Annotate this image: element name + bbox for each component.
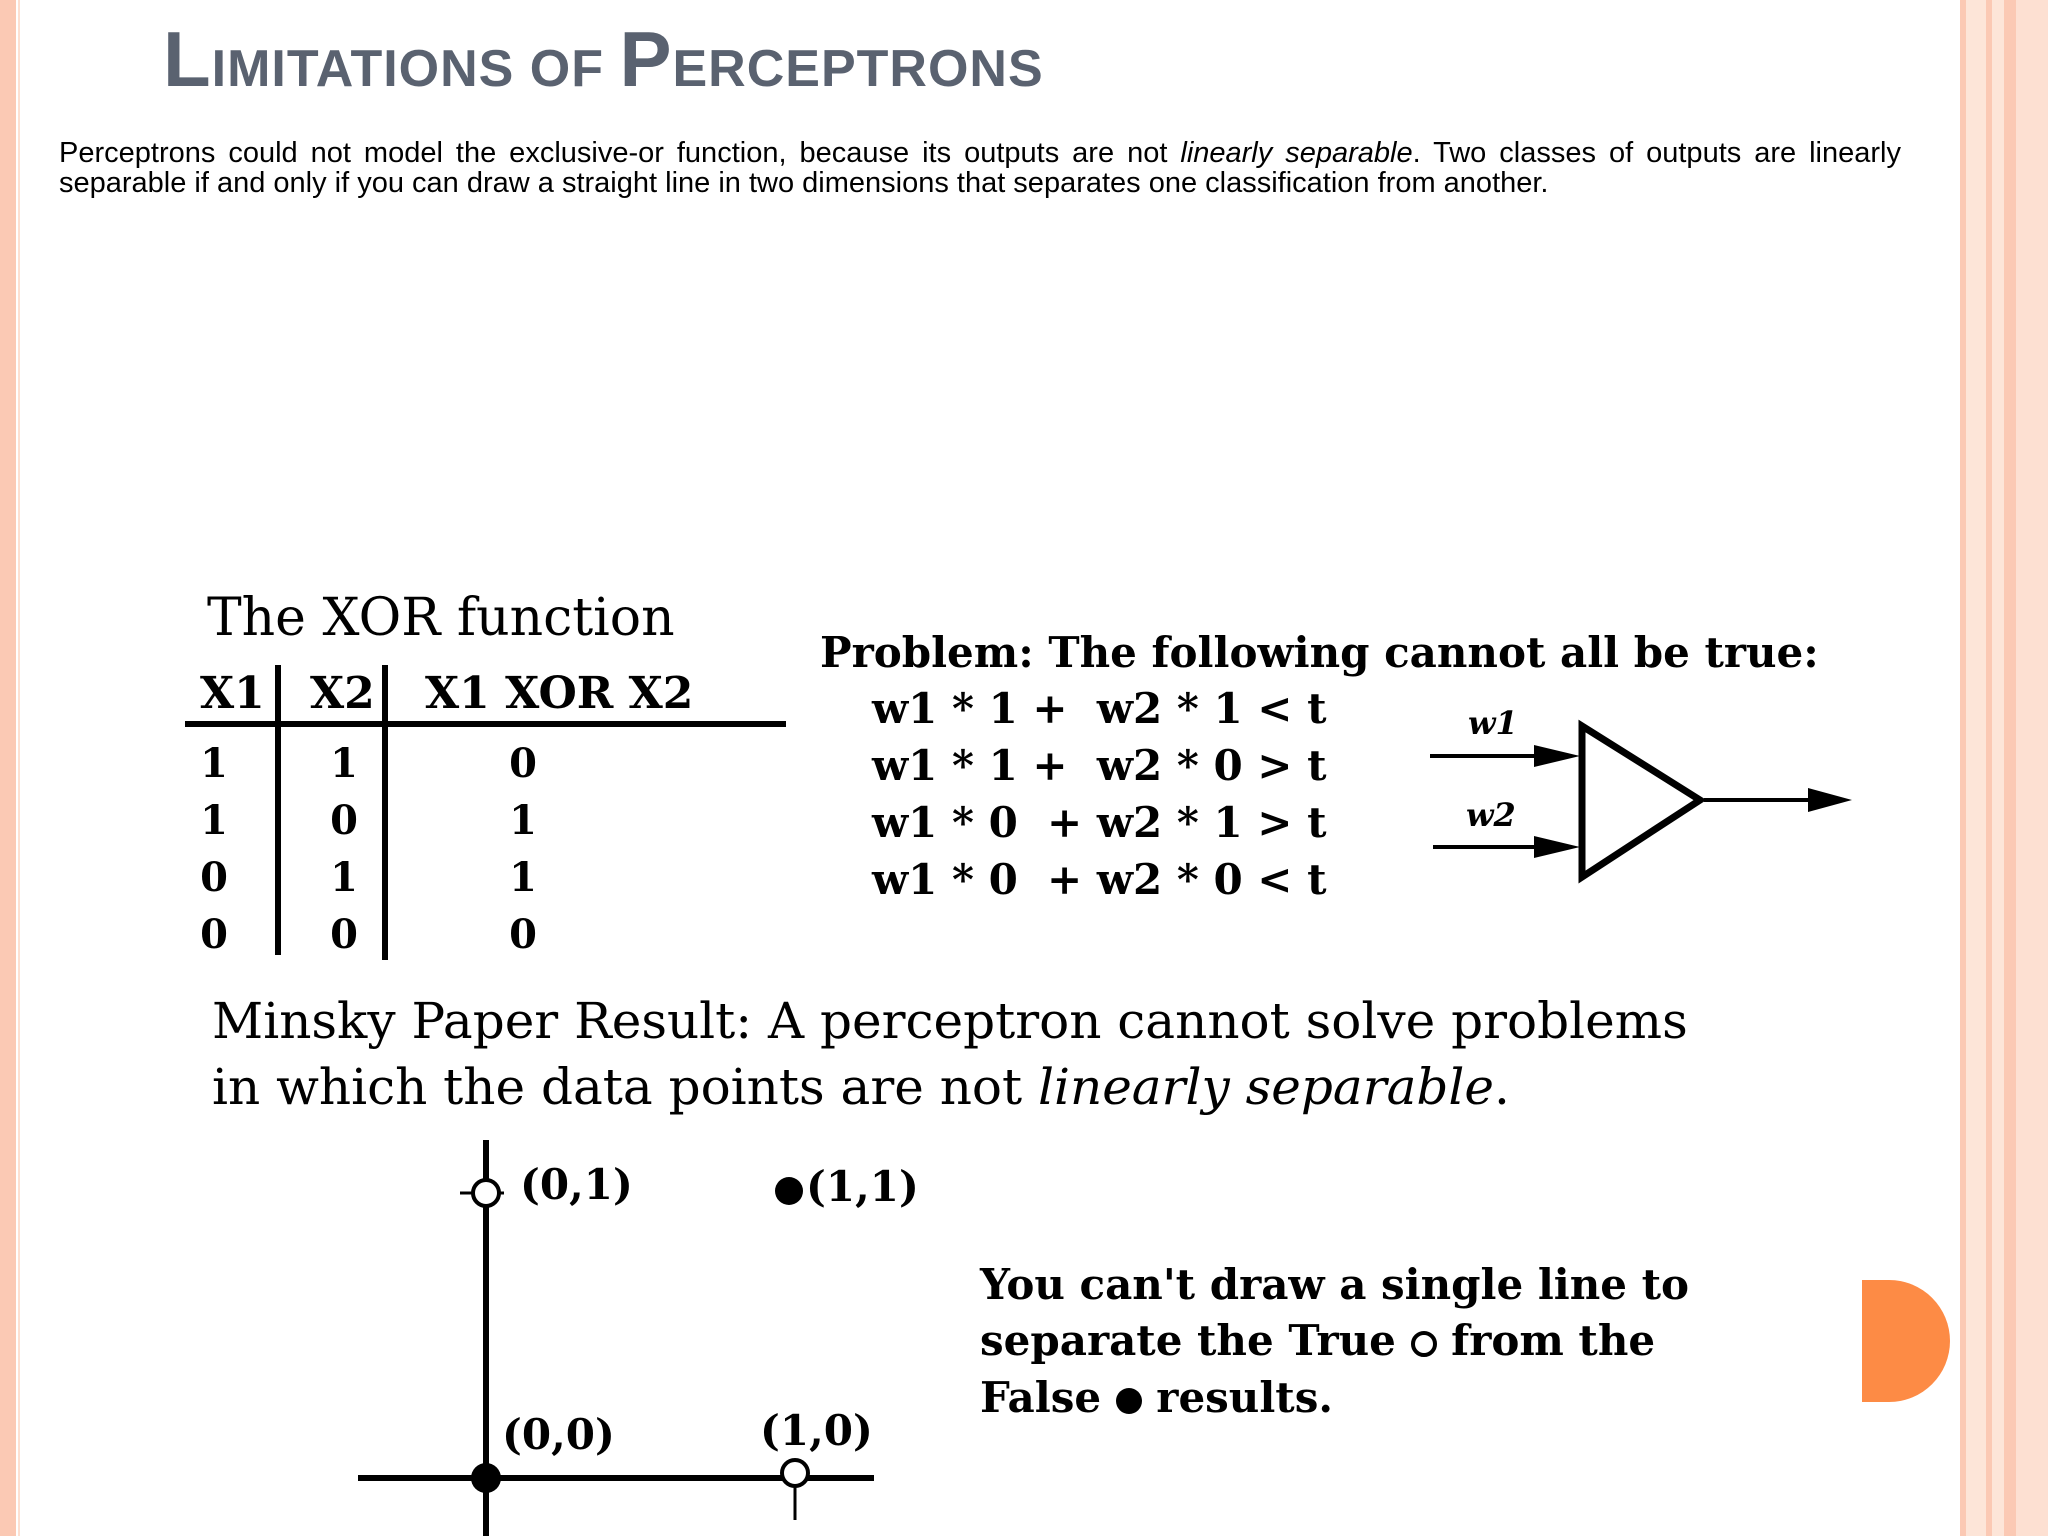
problem-title: Problem: The following cannot all be true:: [820, 628, 1819, 677]
xor-cell: 1: [200, 740, 228, 787]
minsky-result-line1: Minsky Paper Result: A perceptron cannot solve problems: [212, 992, 1688, 1050]
xor-header-x1: X1: [200, 668, 265, 719]
xor-cell: 1: [200, 797, 228, 844]
point-0-1-true: [473, 1180, 499, 1206]
point-label-1-1: (1,1): [806, 1162, 919, 1211]
point-label-0-1: (0,1): [520, 1160, 633, 1209]
xor-cell: 0: [509, 911, 537, 958]
xor-cell: 0: [200, 911, 228, 958]
xor-cell: 1: [330, 740, 358, 787]
xor-cell: 0: [509, 740, 537, 787]
point-1-1-false: [775, 1177, 803, 1205]
xor-table-title: The XOR function: [207, 588, 675, 648]
equation: w1 * 1 + w2 * 0 > t: [872, 741, 1327, 790]
separation-note-line2: separate the True from the: [980, 1316, 1656, 1365]
point-label-0-0: (0,0): [502, 1410, 615, 1459]
perceptron-triangle: [1582, 726, 1700, 877]
separation-note-line3: False results.: [980, 1373, 1333, 1422]
equation: w1 * 1 + w2 * 1 < t: [872, 684, 1327, 733]
xor-cell: 0: [330, 797, 358, 844]
xor-cell: 1: [509, 797, 537, 844]
xor-cell: 0: [330, 911, 358, 958]
arrowhead-icon: [1534, 745, 1580, 767]
arrowhead-icon: [1534, 836, 1580, 858]
xor-cell: 1: [330, 854, 358, 901]
point-1-0-true: [782, 1460, 808, 1486]
intro-paragraph: Perceptrons could not model the exclusive-or function, because its outputs are not linearly separable. Two classes of outputs are linearly separable if and only if you can draw a straight line in two dimensions that separates one classification from another.: [59, 137, 1901, 199]
xor-header-x2: X2: [310, 668, 375, 719]
slide-title: LIMITATIONS OF PERCEPTRONS: [163, 15, 1044, 103]
xor-cell: 1: [509, 854, 537, 901]
separation-note-line1: You can't draw a single line to: [980, 1260, 1690, 1309]
filled-circle-icon: [1116, 1388, 1142, 1414]
xor-cell: 0: [200, 854, 228, 901]
xor-header-xor: X1 XOR X2: [425, 668, 694, 719]
point-0-0-false: [471, 1463, 501, 1493]
arrowhead-icon: [1808, 788, 1852, 812]
input-label-w1: w1: [1468, 704, 1518, 742]
equation: w1 * 0 + w2 * 1 > t: [872, 798, 1327, 847]
equation: w1 * 0 + w2 * 0 < t: [872, 855, 1327, 904]
open-circle-icon: [1411, 1331, 1437, 1357]
point-label-1-0: (1,0): [760, 1406, 873, 1455]
minsky-result-line2: in which the data points are not linearly separable.: [212, 1058, 1510, 1116]
input-label-w2: w2: [1466, 796, 1516, 834]
